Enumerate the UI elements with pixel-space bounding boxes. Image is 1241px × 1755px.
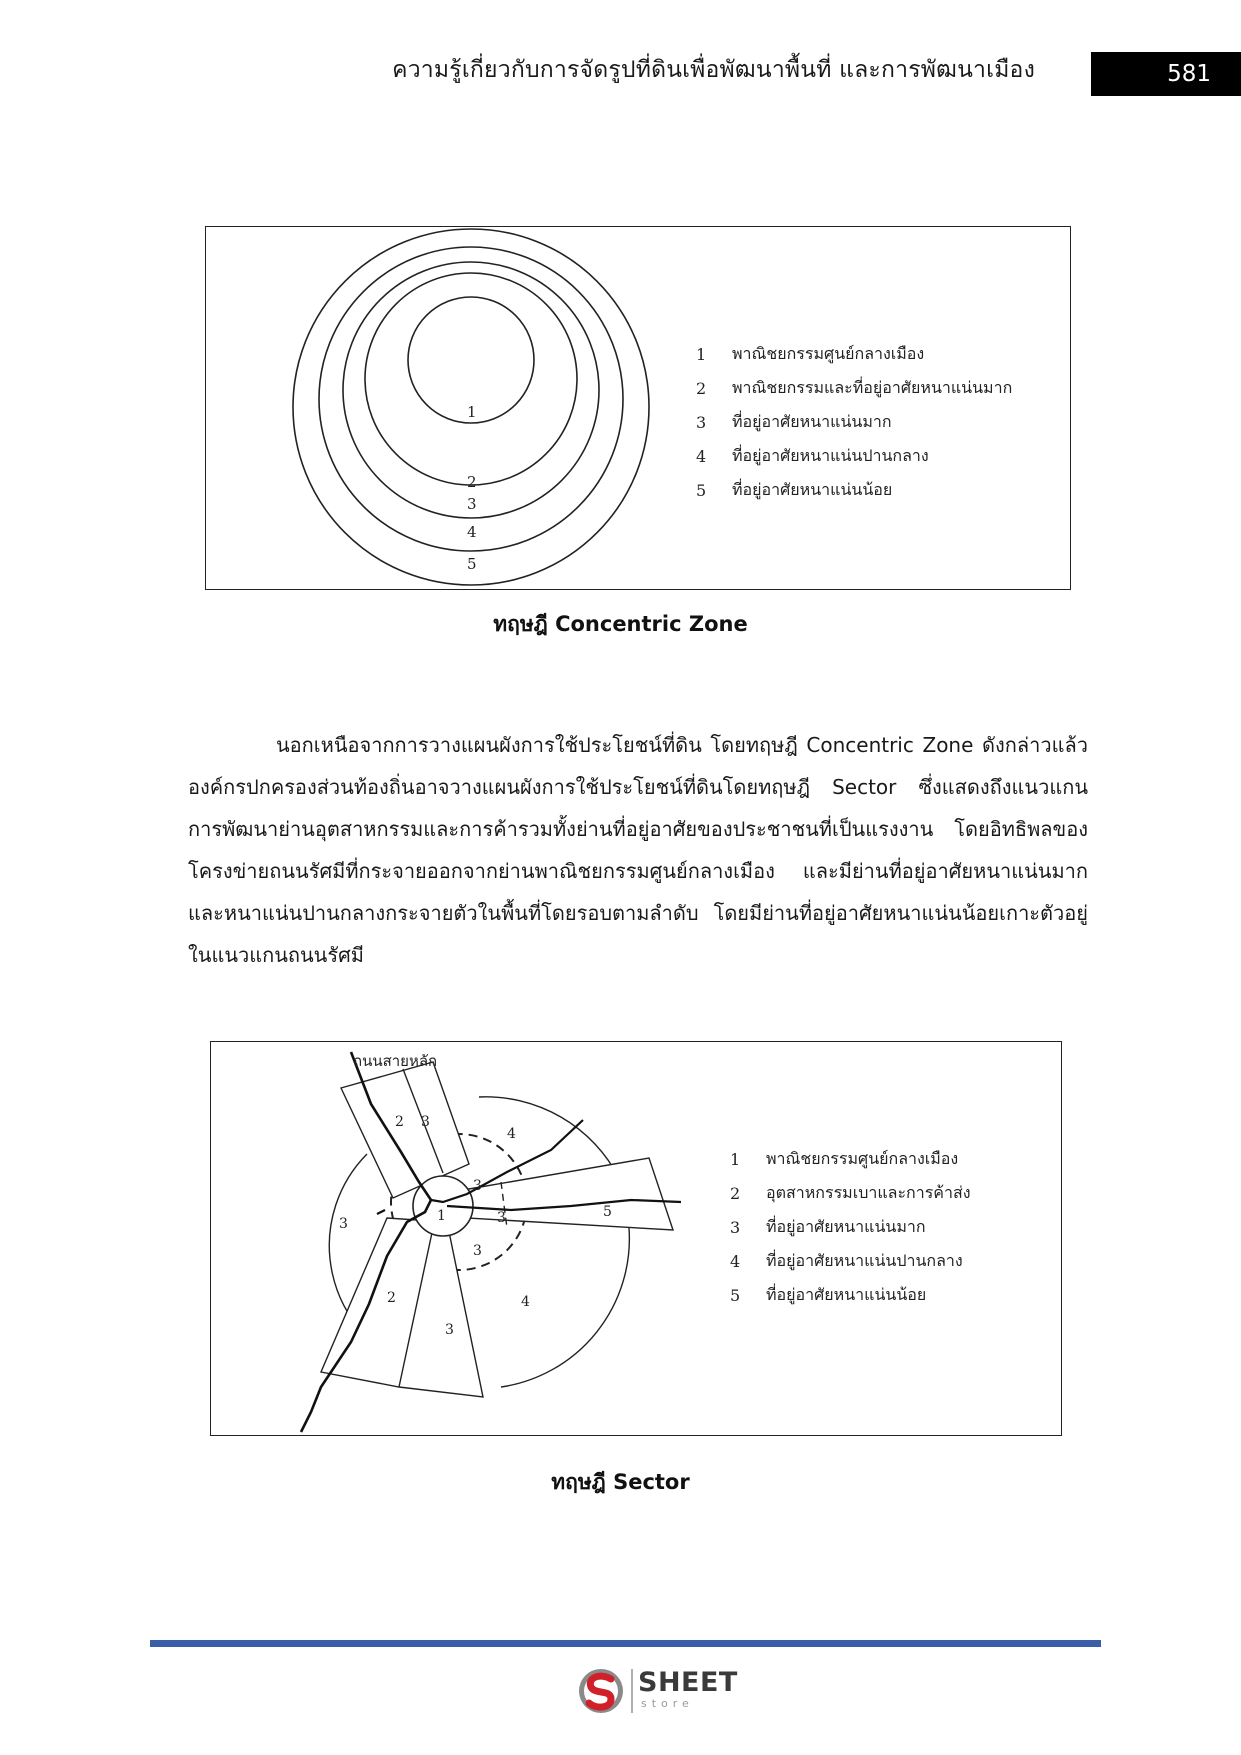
zone-label-4-bottom: 4 — [521, 1294, 530, 1310]
logo-word: SHEET — [638, 1667, 738, 1698]
zone-label-2-top: 2 — [395, 1114, 404, 1130]
road-stub-west — [377, 1210, 385, 1214]
zone-label-3-inner-right: 3 — [497, 1210, 506, 1226]
zone-label-5: 5 — [603, 1204, 612, 1220]
legend-item — [696, 473, 1012, 507]
legend-number: 2 — [696, 378, 707, 398]
zone-label-3-left: 3 — [339, 1216, 348, 1232]
road-label: ถนนสายหลัก — [353, 1052, 438, 1070]
zone-label-3-bottom: 3 — [445, 1322, 454, 1338]
legend-label: พาณิชยกรรมและที่อยู่อาศัยหนาแน่นมาก — [732, 377, 1013, 397]
legend-item — [730, 1142, 971, 1176]
legend-label: ที่อยู่อาศัยหนาแน่นปานกลาง — [732, 445, 929, 465]
concentric-zone-diagram — [205, 226, 1071, 590]
legend-item — [730, 1210, 971, 1244]
legend-label: พาณิชยกรรมศูนย์กลางเมือง — [732, 343, 925, 363]
legend-label: ที่อยู่อาศัยหนาแน่นน้อย — [732, 479, 893, 499]
figure1-caption: ทฤษฎี Concentric Zone — [493, 612, 748, 636]
legend-number: 3 — [730, 1217, 741, 1237]
ring-label-5: 5 — [467, 555, 477, 573]
legend-item — [730, 1278, 971, 1312]
ring-2 — [365, 273, 577, 485]
legend-number: 1 — [730, 1149, 741, 1169]
legend-number: 1 — [696, 344, 707, 364]
legend-number: 2 — [730, 1183, 741, 1203]
body-paragraph: นอกเหนือจากการวางแผนผังการใช้ประโยชน์ที่ดิน โดยทฤษฎี Concentric Zone ดังกล่าวแล้วองค์กรปกครองส่วนท้องถิ่นอาจวางแผนผังการใช้ประโยชน์ที่ดินโดยทฤษฎี Sector ซึ่งแสดงถึงแนวแกนการพัฒนาย่านอุตสาหกรรมและการค้ารวมทั้งย่านที่อยู่อาศัยของประชาชนที่เป็นแรงงาน โดยอิทธิพลของโครงข่ายถนนรัศมีที่กระจายออกจากย่านพาณิชยกรรมศูนย์กลางเมือง และมีย่านที่อยู่อาศัยหนาแน่นมากและหนาแน่นปานกลางกระจายตัวในพื้นที่โดยรอบตามลำดับ โดยมีย่านที่อยู่อาศัยหนาแน่นน้อยเกาะตัวอยู่ในแนวแกนถนนรัศมี — [188, 733, 1088, 967]
legend-number: 3 — [696, 412, 707, 432]
legend-label: อุตสาหกรรมเบาและการค้าส่ง — [766, 1182, 971, 1202]
zone-label-2-bottom: 2 — [387, 1290, 396, 1306]
legend-item — [696, 337, 1012, 371]
zone-label-center: 1 — [437, 1208, 446, 1224]
legend-item — [696, 371, 1012, 405]
zone-label-3-inner-bottom: 3 — [473, 1243, 482, 1259]
sector-right — [463, 1158, 673, 1230]
legend-number: 4 — [730, 1251, 741, 1271]
sector-legend — [730, 1142, 971, 1312]
legend-item — [730, 1176, 971, 1210]
legend-number: 5 — [730, 1285, 741, 1305]
legend-label: ที่อยู่อาศัยหนาแน่นมาก — [732, 411, 892, 431]
footer-rule — [150, 1640, 1101, 1647]
zone4-outer-arc-top — [479, 1097, 619, 1178]
legend-item — [696, 439, 1012, 473]
legend-item — [696, 405, 1012, 439]
legend-label: ที่อยู่อาศัยหนาแน่นน้อย — [766, 1284, 927, 1304]
page-number-box — [1091, 52, 1241, 96]
legend-item — [730, 1244, 971, 1278]
legend-label: ที่อยู่อาศัยหนาแน่นปานกลาง — [766, 1250, 963, 1270]
ring-label-3: 3 — [467, 495, 477, 513]
legend-number: 5 — [696, 480, 707, 500]
concentric-legend — [696, 337, 1012, 507]
zone-label-3-top: 3 — [421, 1114, 430, 1130]
running-header-title: ความรู้เกี่ยวกับการจัดรูปที่ดินเพื่อพัฒนาพื้นที่ และการพัฒนาเมือง — [392, 57, 1035, 83]
zone-label-3-inner-top: 3 — [473, 1178, 482, 1194]
ring-label-4: 4 — [467, 523, 477, 541]
logo-subtext: store — [641, 1697, 694, 1710]
zone-label-4-top: 4 — [507, 1126, 516, 1142]
page-number: 581 — [1167, 61, 1211, 87]
legend-label: พาณิชยกรรมศูนย์กลางเมือง — [766, 1148, 959, 1168]
ring-label-2: 2 — [467, 473, 477, 491]
ring-label-1: 1 — [467, 403, 477, 421]
sheet-store-logo — [575, 1663, 745, 1719]
figure2-caption: ทฤษฎี Sector — [551, 1470, 690, 1494]
legend-label: ที่อยู่อาศัยหนาแน่นมาก — [766, 1216, 926, 1236]
logo-divider — [631, 1669, 633, 1713]
sector-diagram — [210, 1041, 1062, 1436]
logo-s-icon — [575, 1663, 631, 1719]
legend-number: 4 — [696, 446, 707, 466]
